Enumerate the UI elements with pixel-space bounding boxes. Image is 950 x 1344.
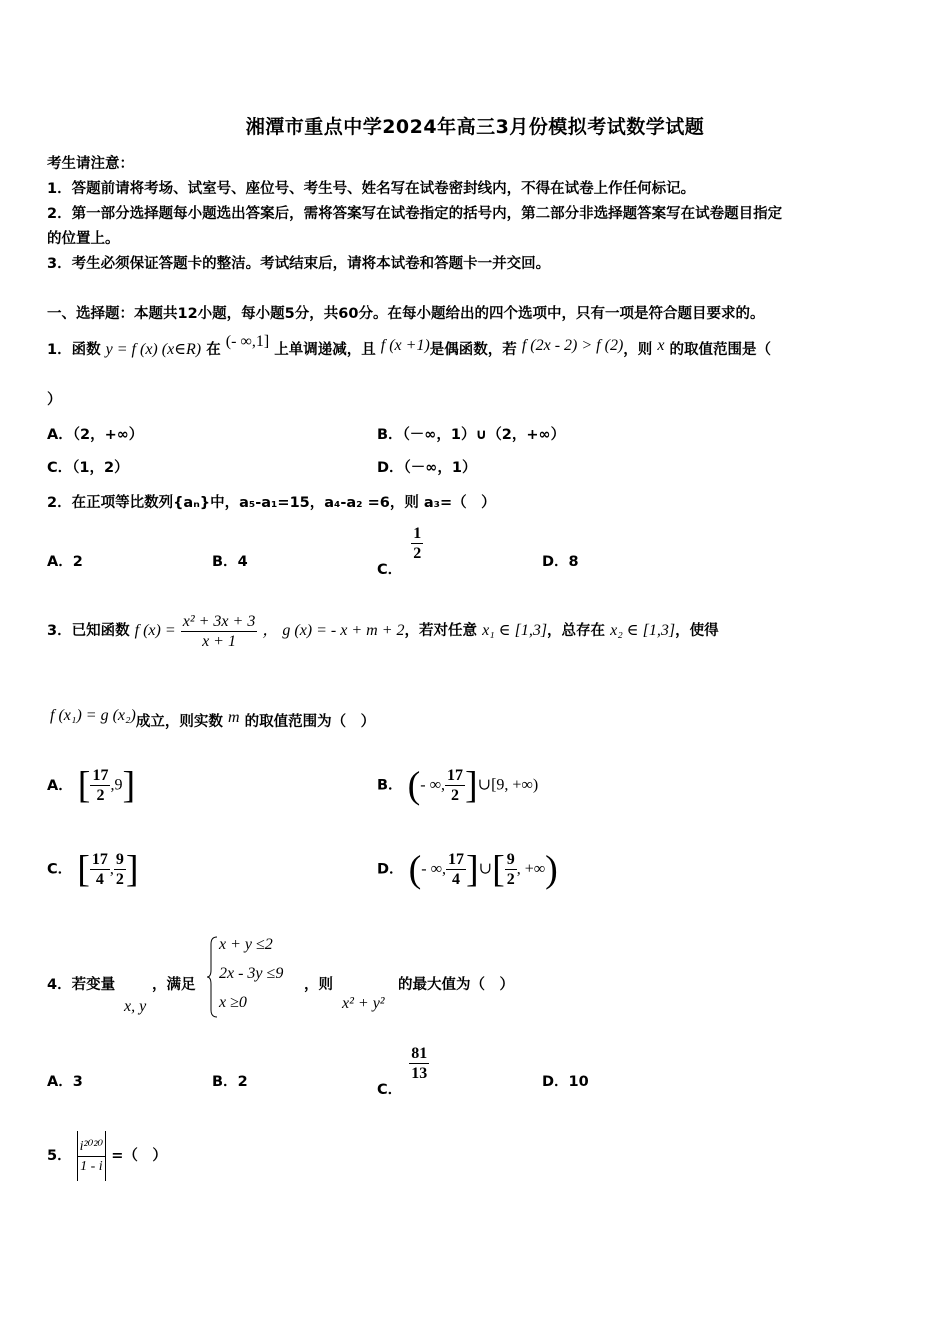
q4-brace: [207, 936, 209, 1018]
bracket-left: [: [492, 848, 505, 891]
q3-text: 成立，则实数: [135, 714, 223, 730]
q1-option-a[interactable]: [47, 423, 143, 444]
option-fraction: [411, 524, 423, 563]
q3-function-g: ， g (x) = - x + m + 2: [262, 622, 405, 639]
q1-text: 的取值范围是（: [669, 342, 772, 358]
q3-option-a[interactable]: [47, 766, 135, 805]
q4-expression: x² + y²: [342, 995, 385, 1012]
q4-number: 4．若变量: [47, 977, 116, 993]
question-3: [47, 611, 719, 651]
q1-option-b[interactable]: [377, 423, 565, 444]
q3-text: ，若对任意: [404, 623, 478, 639]
fraction-denominator: 13: [411, 1065, 428, 1082]
notice-item: 的位置上。: [47, 231, 120, 247]
fraction-denominator: 2: [115, 871, 124, 888]
option-text: 2: [237, 1074, 248, 1090]
option-label: C．: [377, 1081, 403, 1098]
option-text: （－∞，1）: [403, 460, 477, 476]
option-label: A．: [47, 1074, 73, 1090]
option-label: C．: [47, 460, 73, 476]
notice-item: 3．考生必须保证答题卡的整洁。考试结束后，请将本试卷和答题卡一并交回。: [47, 256, 551, 272]
section-heading: 一、选择题：本题共12小题，每小题5分，共60分。在每小题给出的四个选项中，只有一项是符合题目要求的。: [47, 306, 765, 322]
option-label: C．: [47, 861, 73, 878]
notice-item: 2．第一部分选择题每小题选出答案后，需将答案写在试卷指定的括号内，第二部分非选择题答案写在试卷题目指定: [47, 206, 783, 222]
fraction-denominator: 2: [451, 787, 460, 804]
q4-option-c[interactable]: [377, 1044, 429, 1098]
option-label: D．: [542, 1074, 569, 1090]
option-text: 2: [72, 554, 83, 570]
bracket-right: ]: [125, 848, 139, 891]
q4-text: 的最大值为（ ）: [398, 977, 514, 993]
q1-text: ，则: [623, 342, 653, 358]
fraction-numerator: i²⁰²⁰: [78, 1137, 106, 1157]
q2-option-a[interactable]: [47, 550, 83, 571]
q2-option-c[interactable]: [377, 524, 423, 578]
q3-x2-domain: x₂ ∈ [1,3]: [610, 622, 676, 639]
option-fraction: [409, 1044, 429, 1083]
option-fraction: [505, 850, 517, 889]
option-fraction: [446, 850, 466, 889]
option-fraction: [114, 850, 126, 889]
q1-option-c[interactable]: [47, 456, 129, 477]
option-text: - ∞,: [421, 860, 446, 878]
q1-function: y = f (x) (x∈R): [105, 341, 202, 358]
option-fraction: [445, 766, 465, 805]
option-text: 4: [237, 554, 248, 570]
question-5: [47, 1128, 167, 1184]
option-label: B．: [377, 777, 403, 794]
fraction-numerator: 9: [506, 851, 515, 868]
option-label: B．: [377, 427, 403, 443]
q3-function-f: f (x) =: [134, 622, 176, 639]
option-text: ,9: [110, 776, 123, 794]
notice-item: 1．答题前请将考场、试室号、座位号、考生号、姓名写在试卷密封线内，不得在试卷上作任何标记。: [47, 181, 696, 197]
fraction-numerator: 17: [92, 767, 109, 784]
fraction-numerator: 81: [411, 1045, 428, 1062]
paren-right: ): [545, 848, 558, 891]
q3-option-d[interactable]: D． (- ∞, $\frac{17}{4}$ ]∪[ $\frac{9}{2}$ , +∞): [377, 848, 558, 891]
fraction-numerator: 17: [448, 851, 464, 868]
q4-constraint-1: x + y ≤2: [219, 936, 273, 953]
q1-text: 在: [206, 342, 221, 358]
bracket-right: ]: [465, 764, 478, 807]
fraction-denominator: 4: [95, 871, 104, 888]
option-label: A．: [47, 777, 73, 794]
q4-option-d[interactable]: [542, 1070, 589, 1091]
q4-text: ，则: [304, 977, 333, 993]
option-label: A．: [47, 554, 73, 570]
q1-inequality: f (2x - 2) > f (2): [521, 337, 624, 354]
notice-heading: 考生请注意：: [47, 156, 134, 172]
abs-bar-right: [105, 1131, 106, 1181]
question-1: [47, 333, 772, 359]
option-label: D．: [377, 460, 404, 476]
q1-number: 1．函数: [47, 342, 101, 358]
paren-left: (: [408, 848, 422, 891]
q3-option-c[interactable]: C． [ $\frac{17}{4}$ , $\frac{9}{2}$ ]: [47, 848, 139, 891]
fraction-denominator: x + 1: [202, 632, 236, 650]
fraction-denominator: 2: [96, 787, 105, 804]
fraction-denominator: 4: [452, 871, 460, 888]
fraction-numerator: 1: [413, 525, 422, 542]
q3-text: 的取值范围为（ ）: [244, 714, 376, 730]
q3-text: ，使得: [675, 623, 719, 639]
option-text: （2，+∞）: [72, 427, 144, 443]
q4-option-a[interactable]: [47, 1070, 83, 1091]
option-label: C．: [377, 561, 403, 578]
option-text: ∪[9, +∞): [477, 776, 539, 794]
q4-variables: x, y: [124, 998, 147, 1015]
q1-text: 是偶函数，若: [429, 342, 517, 358]
fraction-numerator: x² + 3x + 3: [182, 612, 256, 630]
fraction-denominator: 2: [413, 545, 422, 562]
q2-option-b[interactable]: [212, 550, 248, 571]
paren-left: (: [407, 764, 421, 807]
q3-equation: f (x₁) = g (x₂): [50, 707, 136, 724]
q2-option-d[interactable]: [542, 550, 579, 571]
option-text: - ∞,: [420, 776, 446, 794]
q3-number: 3．已知函数: [47, 623, 130, 639]
q3-variable-m: m: [227, 709, 240, 726]
q5-text: =（ ）: [111, 1148, 167, 1164]
q3-line-2: [50, 707, 376, 731]
fraction-numerator: 17: [91, 851, 108, 868]
q4-constraint-3: x ≥0: [219, 994, 247, 1011]
option-text: 8: [568, 554, 579, 570]
option-label: B．: [212, 1074, 238, 1090]
q4-text: ，满足: [152, 977, 196, 993]
option-text: （1，2）: [72, 460, 129, 476]
bracket-left: [: [77, 848, 90, 891]
bracket-right: ]: [466, 848, 479, 891]
bracket-right: ]: [122, 764, 136, 807]
q3-x1-domain: x₁ ∈ [1,3]: [482, 622, 548, 639]
q1-shifted-function: f (x +1): [380, 337, 430, 354]
option-fraction: [90, 766, 110, 805]
page-title: 湘潭市重点中学2024年高三3月份模拟考试数学试题: [245, 116, 705, 138]
q4-constraint-2: 2x - 3y ≤9: [219, 965, 284, 982]
q1-option-d[interactable]: [377, 456, 476, 477]
option-label: D．: [377, 861, 404, 878]
fraction-numerator: 9: [115, 851, 124, 868]
question-2: 2．在正项等比数列{aₙ}中，a₅-a₁=15，a₄-a₂ =6，则 a₃=（ ）: [47, 495, 496, 511]
option-label: D．: [542, 554, 569, 570]
option-label: B．: [212, 554, 238, 570]
fraction-denominator: 1 - i: [80, 1158, 103, 1174]
option-fraction: [90, 850, 110, 889]
q1-interval: (- ∞,1]: [225, 333, 270, 350]
q5-fraction: [78, 1137, 106, 1176]
bracket-left: [: [77, 764, 91, 807]
q5-number: 5．: [47, 1148, 72, 1164]
q1-text: 上单调递减，且: [274, 342, 376, 358]
q3-option-b[interactable]: [377, 766, 538, 805]
option-text: , +∞: [516, 860, 546, 878]
option-text: （－∞，1）∪（2，+∞）: [402, 427, 566, 443]
q3-fraction: [181, 612, 258, 651]
option-label: A．: [47, 427, 73, 443]
option-text: 3: [72, 1074, 83, 1090]
option-text: 10: [568, 1074, 589, 1090]
fraction-numerator: 17: [447, 767, 464, 784]
q1-close-paren: ）: [47, 392, 62, 408]
q3-text: ，总存在: [547, 623, 606, 639]
q1-variable: x: [657, 337, 665, 354]
fraction-denominator: 2: [506, 871, 515, 888]
q4-option-b[interactable]: [212, 1070, 248, 1091]
